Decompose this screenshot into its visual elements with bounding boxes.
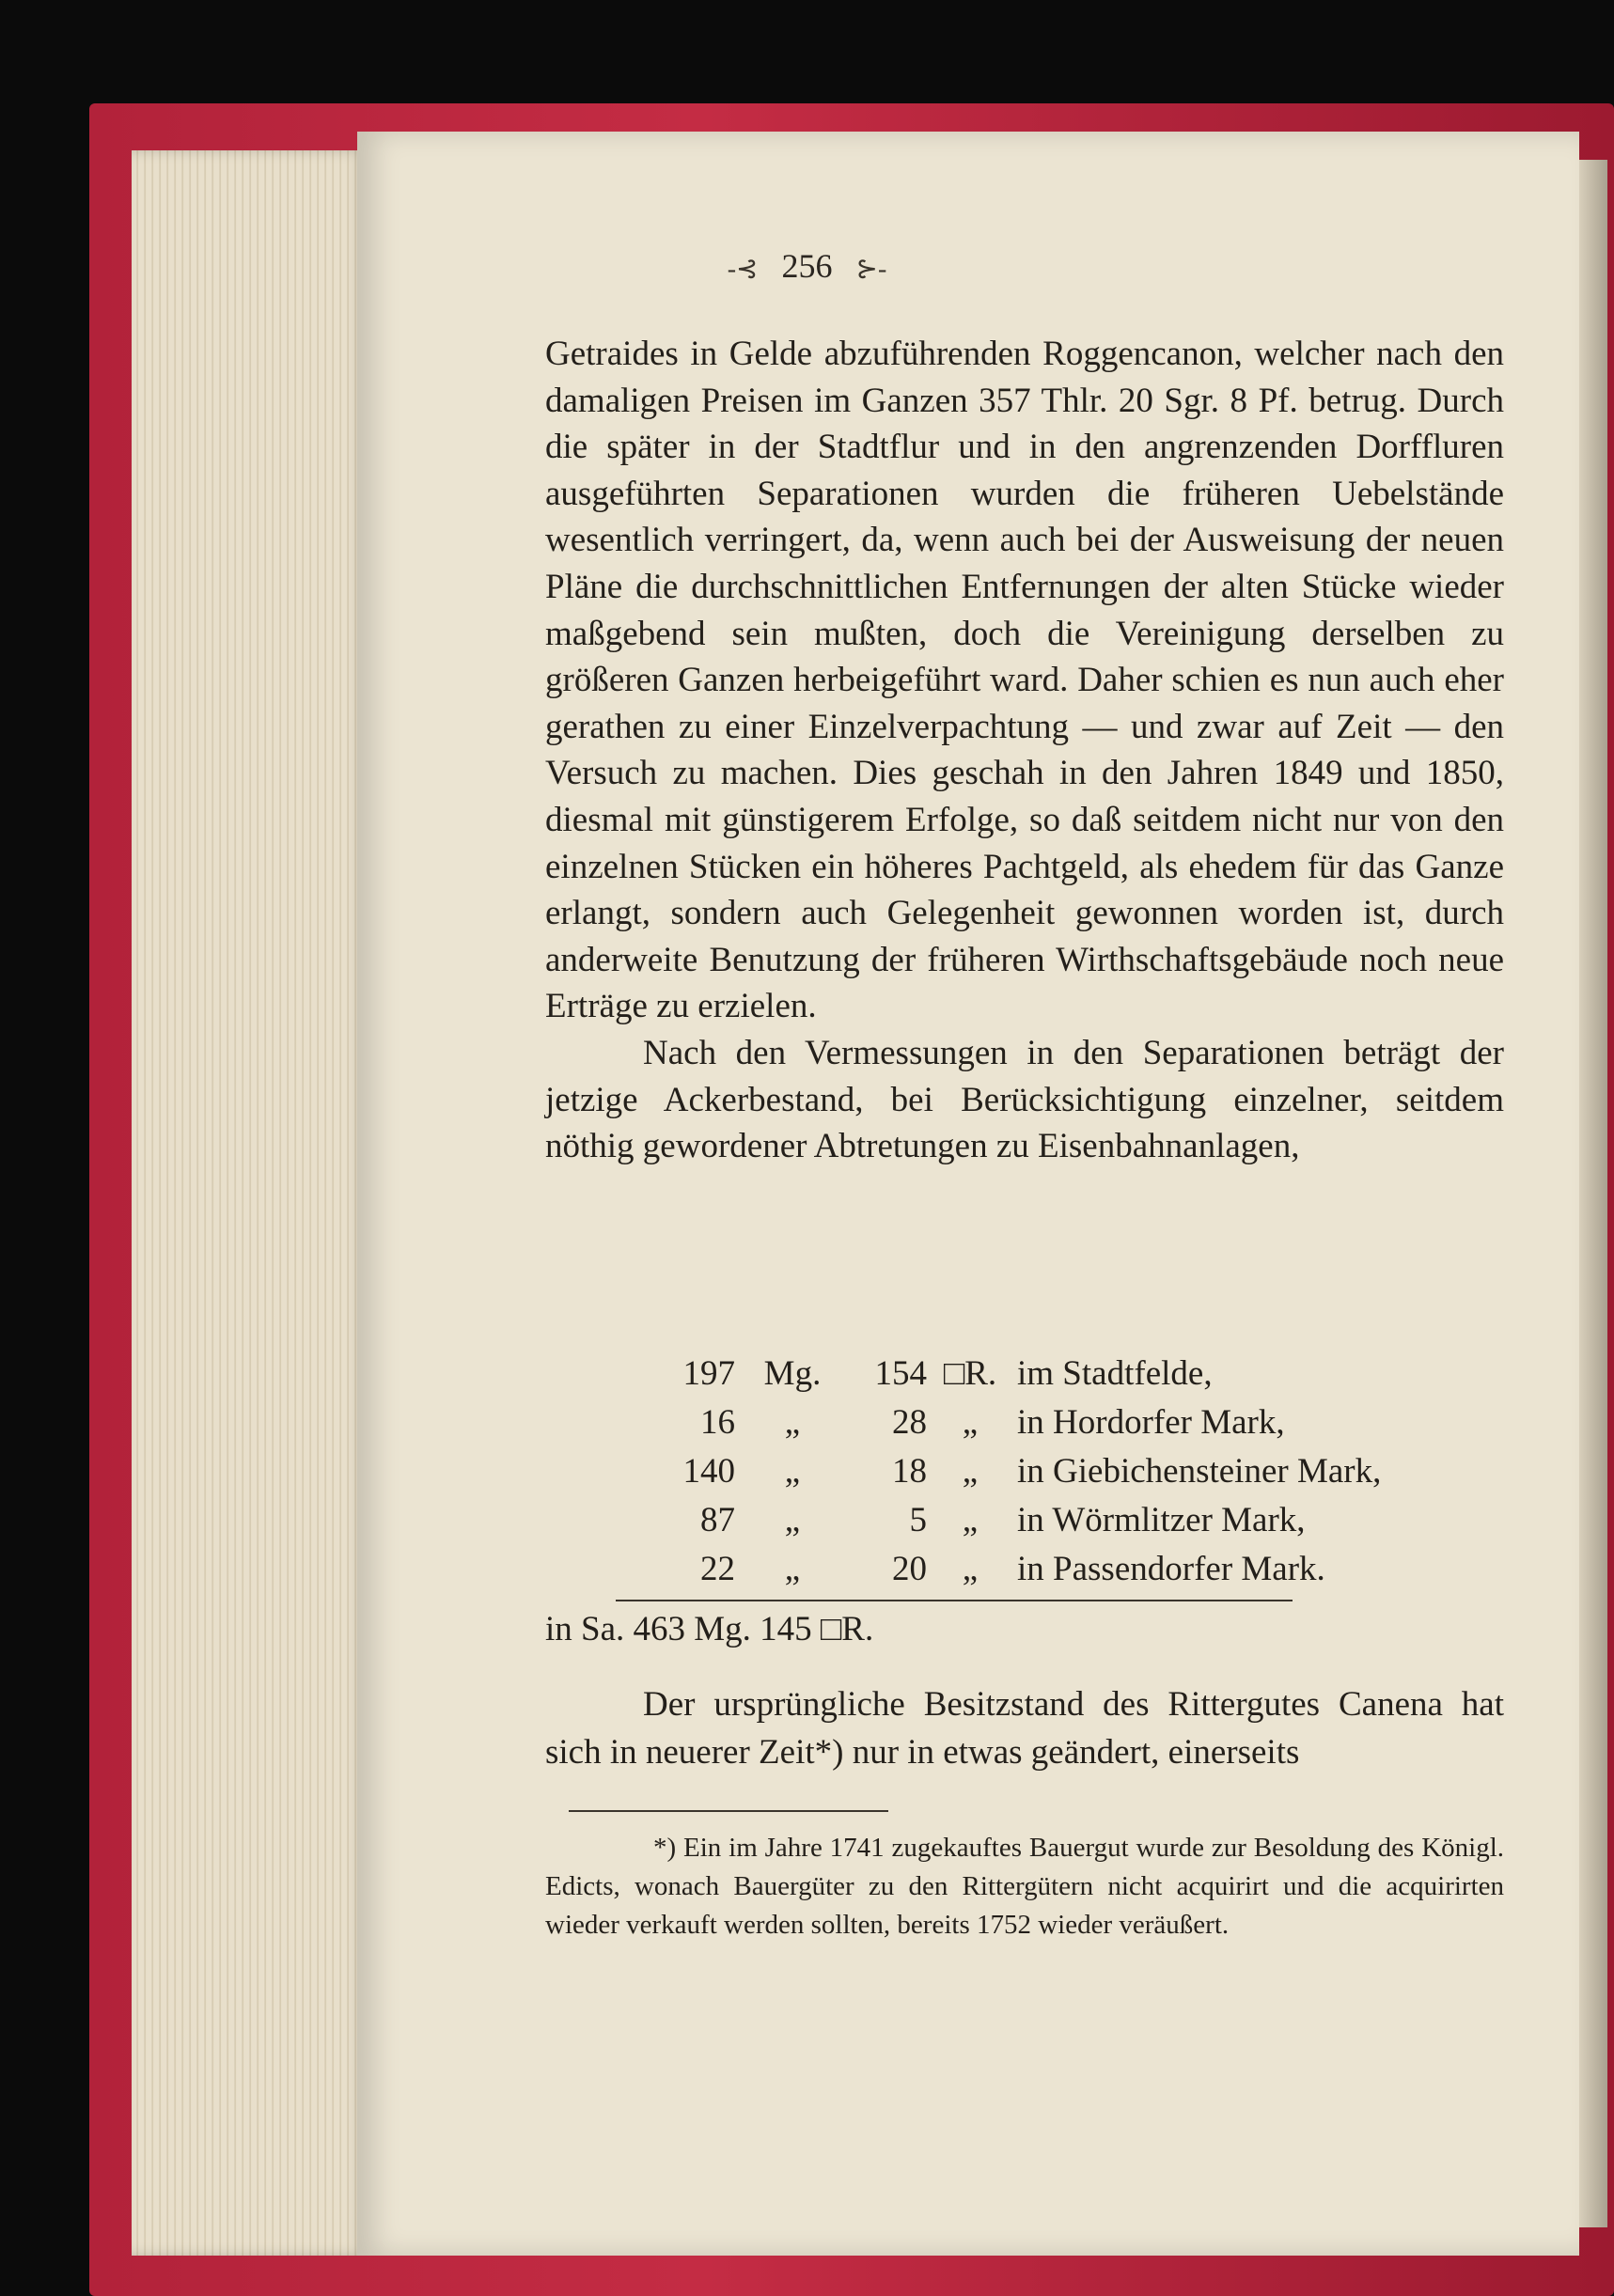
cell-place: in Giebichensteiner Mark, xyxy=(1017,1451,1382,1491)
cell-morgen: 22 xyxy=(700,1549,735,1588)
paragraph-1: Getraides in Gelde abzuführenden Roggencanon, welcher nach den damaligen Preisen im Ganzen 357 Thlr. 20 Sgr. 8 Pf. betrug. Durch die später in der Stadtflur und in den angrenzenden Dorffluren ausgeführten Separationen wurden die früheren Uebelstände wesentlich verringert, da, wenn auch bei der Ausweisung der neuen Pläne die durchschnittlichen Entfernungen der alten Stücke wieder maßgebend sein mußten, doch die Vereinigung derselben zu größeren Ganzen herbeigeführt ward. Daher schien es nun auch eher gerathen zu einer Einzelverpachtung — und zwar auf Zeit — den Versuch zu machen. Dies geschah in den Jahren 1849 und 1850, diesmal mit günstigerem Erfolge, so daß seitdem nicht nur von den einzelnen Stücken ein höheres Pachtgeld, als ehedem für das Ganze erlangt, sondern auch Gelegenheit gewonnen worden ist, durch anderweite Benutzung der früheren Wirthschaftsgebäude noch neue Erträge zu erzielen. xyxy=(545,335,1504,1026)
cell-ruthen: 18 xyxy=(892,1451,927,1491)
table-row xyxy=(620,1495,1466,1544)
table-row xyxy=(620,1446,1466,1495)
paragraph-3-block xyxy=(545,1680,1504,1776)
cell-morgen: 140 xyxy=(682,1451,735,1491)
page-number: 256 xyxy=(781,247,833,285)
cell-morgen: 197 xyxy=(682,1353,735,1393)
table-row xyxy=(620,1544,1466,1593)
cell-unit-morgen: „ xyxy=(784,1549,801,1588)
cell-place: im Stadtfelde, xyxy=(1017,1353,1213,1393)
cell-unit-morgen: „ xyxy=(784,1500,801,1539)
cell-ruthen: 154 xyxy=(874,1353,927,1393)
cell-unit-ruthen: „ xyxy=(962,1402,979,1442)
ornament-left: -⊰ xyxy=(727,255,759,284)
paragraph-2: Nach den Vermessungen in den Separationen beträgt der jetzige Ackerbestand, bei Berücksichtigung einzelner, seitdem nöthig gewordener Abtretungen zu Eisenbahnanlagen, xyxy=(545,1033,1504,1166)
cell-place: in Hordorfer Mark, xyxy=(1017,1402,1285,1442)
main-text xyxy=(545,331,1504,1170)
cell-unit-morgen: „ xyxy=(784,1402,801,1442)
cell-place: in Passendorfer Mark. xyxy=(1017,1549,1325,1588)
footnote: *) Ein im Jahre 1741 zugekauftes Bauergut wurde zur Besoldung des Königl. Edicts, wonach Bauergüter zu den Rittergütern nicht acquirirt und die acquirirten wieder verkauft werden sollten, bereits 1752 wieder veräußert. xyxy=(545,1833,1504,1940)
cell-unit-ruthen: □R. xyxy=(943,1353,997,1393)
cell-morgen: 87 xyxy=(700,1500,735,1539)
ornament-right: ⊱- xyxy=(855,255,887,284)
table-row xyxy=(620,1349,1466,1398)
cell-unit-ruthen: „ xyxy=(962,1451,979,1491)
paragraph-3: Der ursprüngliche Besitzstand des Rittergutes Canena hat sich in neuerer Zeit*) nur in etwas geändert, einerseits xyxy=(545,1685,1504,1772)
footnote-rule xyxy=(569,1810,888,1812)
cell-unit-morgen: „ xyxy=(784,1451,801,1491)
cell-unit-ruthen: „ xyxy=(962,1549,979,1588)
page-header xyxy=(0,246,1614,286)
footnote-block xyxy=(545,1829,1504,1945)
cell-ruthen: 5 xyxy=(909,1500,927,1539)
cell-place: in Wörmlitzer Mark, xyxy=(1017,1500,1306,1539)
cell-unit-morgen: Mg. xyxy=(763,1353,822,1393)
cell-unit-ruthen: „ xyxy=(962,1500,979,1539)
table-sum: in Sa. 463 Mg. 145 □R. xyxy=(545,1610,874,1648)
cell-morgen: 16 xyxy=(700,1402,735,1442)
table-row xyxy=(620,1398,1466,1446)
cell-ruthen: 20 xyxy=(892,1549,927,1588)
land-table xyxy=(620,1349,1466,1593)
sum-rule xyxy=(616,1600,1293,1601)
page-stack-edges xyxy=(132,150,367,2256)
facing-page-edge xyxy=(1579,160,1607,2227)
cell-ruthen: 28 xyxy=(892,1402,927,1442)
